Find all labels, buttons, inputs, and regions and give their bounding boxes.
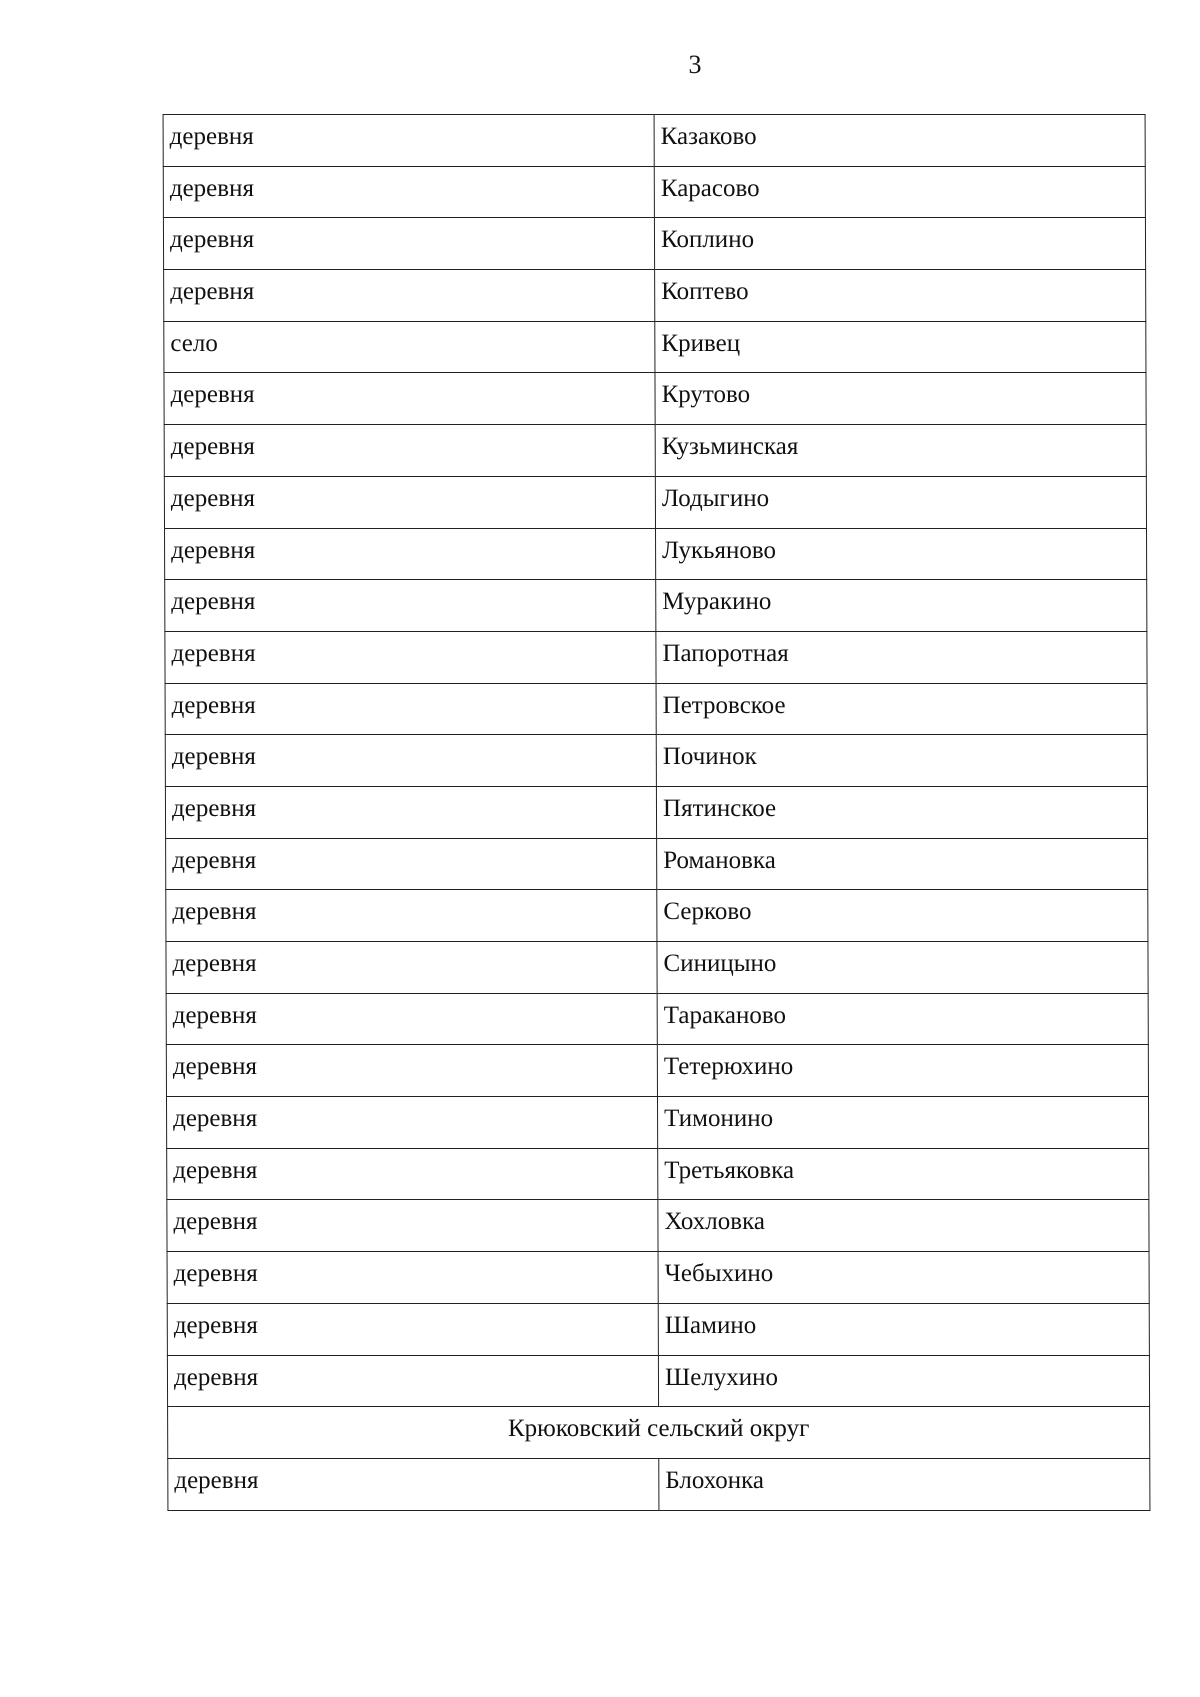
settlement-name-cell: Синицыно (657, 942, 1148, 994)
settlement-name-cell: Тетерюхино (657, 1045, 1148, 1097)
settlement-type-cell: деревня (165, 735, 656, 787)
settlement-type-cell: деревня (164, 425, 655, 477)
table-row (166, 993, 1148, 1045)
table-row (167, 1148, 1149, 1200)
settlement-name-cell: Романовка (657, 838, 1148, 890)
settlement-name-cell: Пятинское (656, 786, 1147, 838)
settlement-type-cell: деревня (165, 580, 656, 632)
settlement-type-cell: деревня (163, 115, 654, 167)
table-row (163, 218, 1145, 270)
table-row (166, 1097, 1148, 1149)
settlement-name-cell: Лукьяново (656, 528, 1147, 580)
table-row (163, 115, 1145, 167)
table-row (165, 786, 1147, 838)
settlements-table (163, 114, 1151, 1511)
settlement-type-cell: деревня (164, 373, 655, 425)
settlement-name-cell: Казаково (654, 115, 1145, 167)
settlement-type-cell: деревня (167, 1252, 658, 1304)
settlement-type-cell: деревня (165, 683, 656, 735)
settlement-name-cell: Блохонка (659, 1458, 1150, 1510)
table-row (167, 1355, 1149, 1407)
settlement-type-cell: деревня (163, 166, 654, 218)
settlement-type-cell: деревня (165, 528, 656, 580)
table-row (166, 838, 1148, 890)
settlement-type-cell: деревня (167, 1200, 658, 1252)
table-row (165, 528, 1147, 580)
settlement-type-cell: деревня (168, 1458, 659, 1510)
settlement-type-cell: деревня (167, 1355, 658, 1407)
table-row (167, 1303, 1149, 1355)
settlement-type-cell: деревня (166, 1045, 657, 1097)
settlement-type-cell: деревня (167, 1148, 658, 1200)
settlement-name-cell: Кузьминская (655, 425, 1146, 477)
settlement-type-cell: село (164, 321, 655, 373)
settlement-name-cell: Коплино (654, 218, 1145, 270)
settlement-name-cell: Коптево (655, 270, 1146, 322)
settlement-name-cell: Крутово (655, 373, 1146, 425)
table-row (168, 1458, 1150, 1510)
table-row (164, 476, 1146, 528)
settlement-name-cell: Петровское (656, 683, 1147, 735)
settlement-name-cell: Карасово (654, 166, 1145, 218)
section-heading: Крюковский сельский округ (168, 1407, 1150, 1459)
table-row (164, 321, 1146, 373)
settlement-name-cell: Чебыхино (658, 1252, 1149, 1304)
settlement-type-cell: деревня (166, 838, 657, 890)
settlement-name-cell: Починок (656, 735, 1147, 787)
table-row (166, 1045, 1148, 1097)
settlement-type-cell: деревня (166, 993, 657, 1045)
settlement-type-cell: деревня (166, 1097, 657, 1149)
section-row (168, 1407, 1150, 1459)
settlement-name-cell: Третьяковка (658, 1148, 1149, 1200)
settlements-table-body (163, 115, 1150, 1511)
table-row (165, 580, 1147, 632)
settlement-name-cell: Шелухино (658, 1355, 1149, 1407)
settlement-type-cell: деревня (163, 218, 654, 270)
settlement-name-cell: Лодыгино (655, 476, 1146, 528)
table-row (166, 942, 1148, 994)
settlement-type-cell: деревня (165, 631, 656, 683)
settlement-name-cell: Хохловка (658, 1200, 1149, 1252)
table-row (165, 631, 1147, 683)
settlement-name-cell: Тимонино (657, 1097, 1148, 1149)
table-row (165, 735, 1147, 787)
page-number: 3 (688, 50, 702, 79)
settlement-name-cell: Кривец (655, 321, 1146, 373)
table-row (164, 373, 1146, 425)
settlement-type-cell: деревня (166, 890, 657, 942)
table-row (167, 1252, 1149, 1304)
settlement-type-cell: деревня (166, 942, 657, 994)
table-row (166, 890, 1148, 942)
table-row (163, 166, 1145, 218)
settlement-name-cell: Папоротная (656, 631, 1147, 683)
settlement-name-cell: Тараканово (657, 993, 1148, 1045)
settlement-name-cell: Серково (657, 890, 1148, 942)
table-row (165, 683, 1147, 735)
settlement-name-cell: Шамино (658, 1303, 1149, 1355)
table-row (167, 1200, 1149, 1252)
settlement-type-cell: деревня (164, 476, 655, 528)
table-row (164, 425, 1146, 477)
settlement-type-cell: деревня (165, 786, 656, 838)
settlement-type-cell: деревня (167, 1303, 658, 1355)
table-row (164, 270, 1146, 322)
settlement-type-cell: деревня (164, 270, 655, 322)
settlement-name-cell: Муракино (656, 580, 1147, 632)
